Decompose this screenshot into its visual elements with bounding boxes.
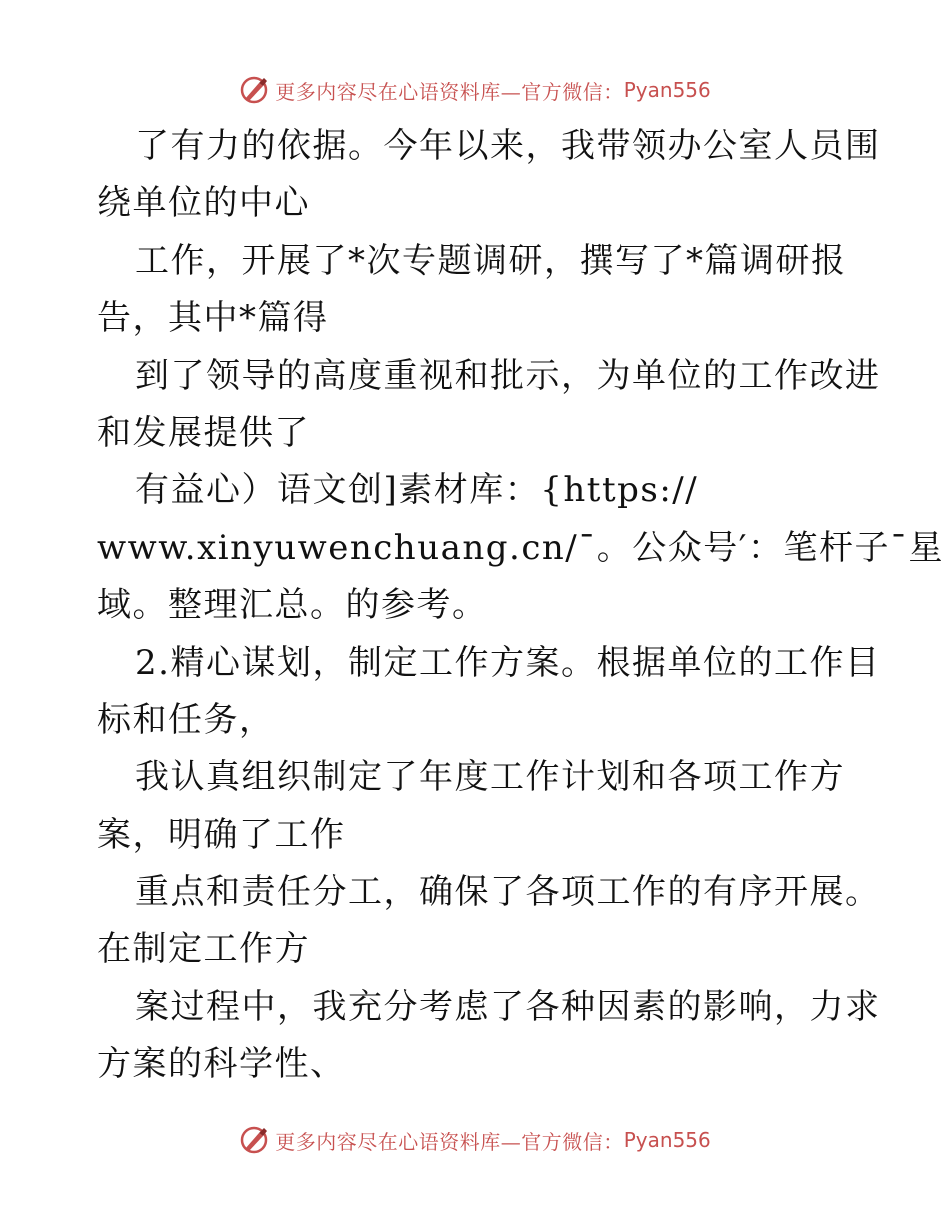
text-line: 我认真组织制定了年度工作计划和各项工作方: [135, 757, 845, 798]
text-line: 工作，开展了*次专题调研，撰写了*篇调研报: [135, 240, 847, 281]
banner-text: 更多内容尽在心语资料库—官方微信：: [275, 79, 624, 104]
text-line: 在制定工作方: [97, 929, 310, 970]
text-line: 了有力的依据。今年以来，我带领办公室人员围: [135, 126, 881, 166]
text-line: 告，其中*篇得: [97, 298, 329, 339]
pen-logo-icon: [239, 1125, 269, 1155]
text-line: 标和任务，: [97, 699, 275, 740]
footer-banner: [0, 1120, 950, 1160]
banner-wechat-id: Pyan556: [623, 78, 711, 102]
text-line: www.xinyuwenchuang.cn/¯。公众号′：笔杆子¯星: [97, 527, 944, 568]
text-line: 2.精心谋划，制定工作方案。根据单位的工作目: [135, 642, 881, 683]
text-line: 绕单位的中心: [97, 183, 310, 224]
document-body: [97, 118, 944, 1094]
banner-wechat-id: Pyan556: [623, 1128, 711, 1152]
text-line: 有益心）语文创]素材库：{https://: [135, 470, 699, 511]
text-line: 域。整理汇总。的参考。: [97, 585, 488, 626]
header-banner: [0, 70, 950, 110]
banner-text: 更多内容尽在心语资料库—官方微信：: [275, 1129, 624, 1154]
pen-logo-icon: [239, 75, 269, 105]
text-line: 方案的科学性、: [97, 1044, 346, 1085]
text-line: 到了领导的高度重视和批示，为单位的工作改进: [135, 355, 881, 396]
text-line: 和发展提供了: [97, 412, 310, 453]
text-line: 重点和责任分工，确保了各项工作的有序开展。: [135, 872, 881, 913]
text-line: 案，明确了工作: [97, 814, 346, 855]
text-line: 案过程中，我充分考虑了各种因素的影响，力求: [135, 986, 881, 1027]
